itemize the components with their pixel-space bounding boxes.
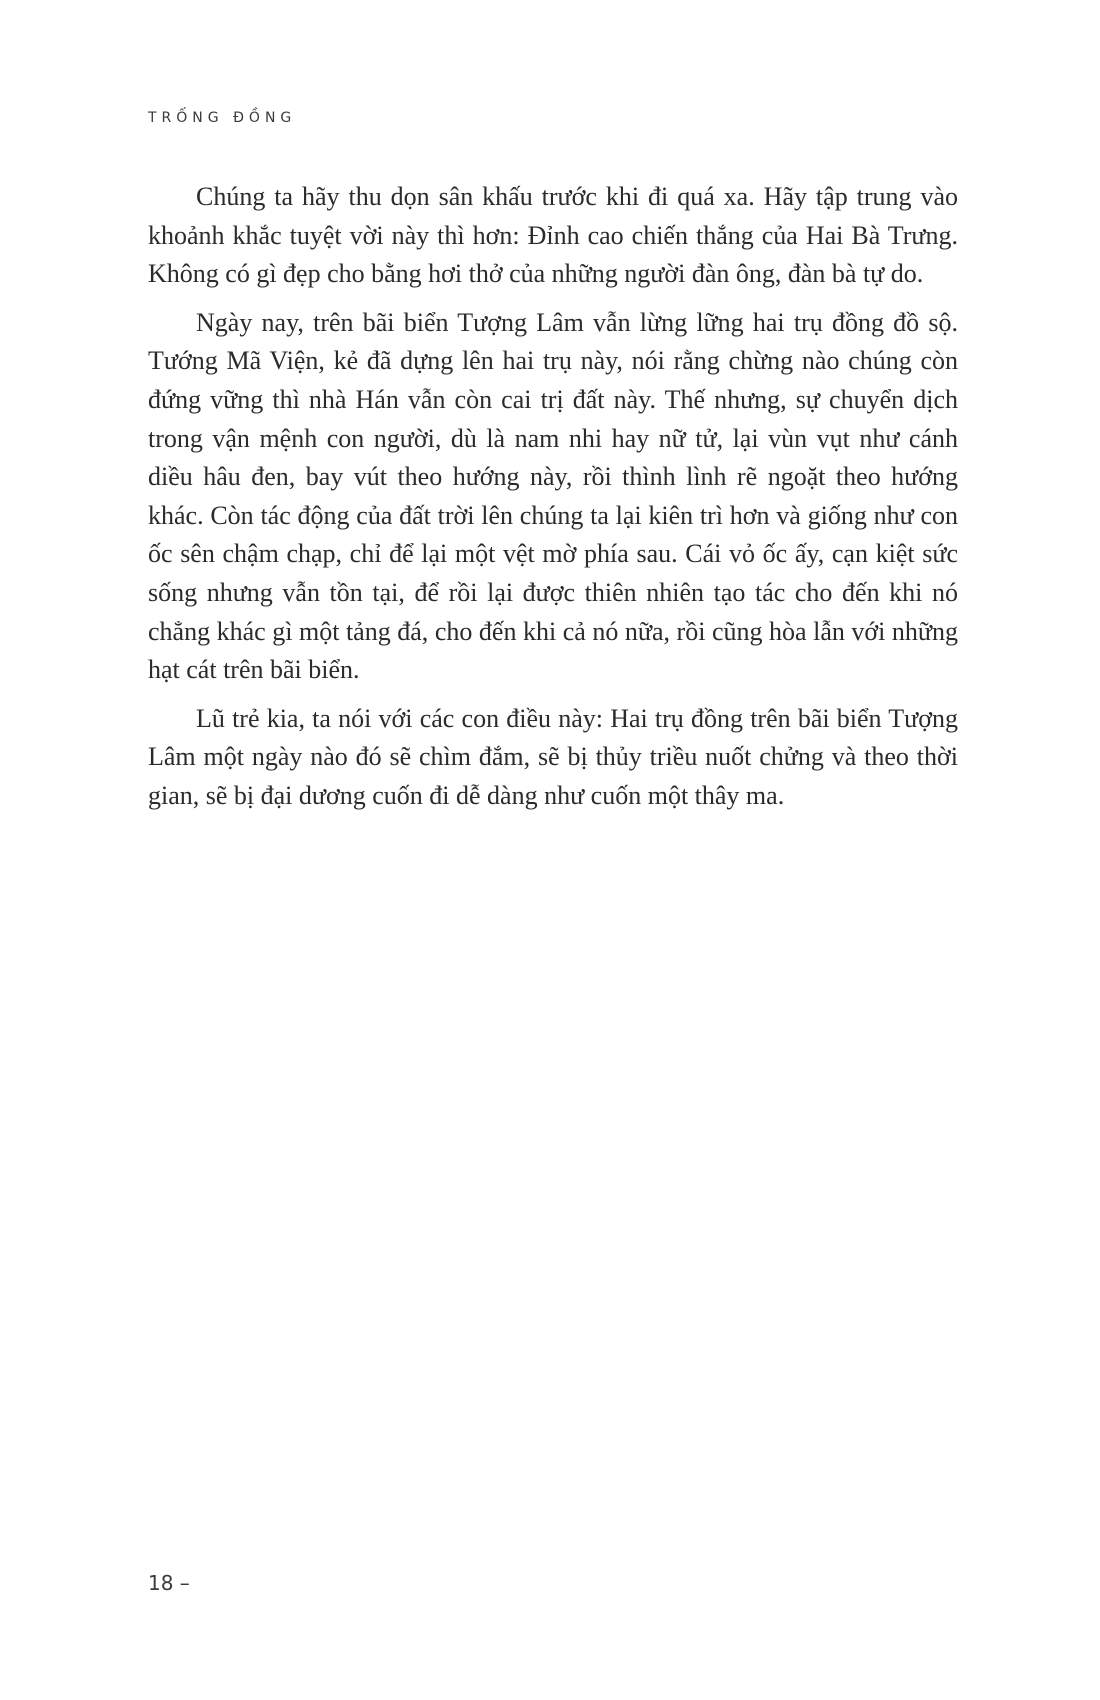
paragraph-1: Chúng ta hãy thu dọn sân khấu trước khi đi quá xa. Hãy tập trung vào khoảnh khắc tuyệt vời này thì hơn: Đỉnh cao chiến thắng của Hai Bà Trưng. Không có gì đẹp cho bằng hơi thở của những người đàn ông, đàn bà tự do. — [148, 182, 958, 289]
paragraph-2: Ngày nay, trên bãi biển Tượng Lâm vẫn lừng lững hai trụ đồng đồ sộ. Tướng Mã Viện, kẻ đã dựng lên hai trụ này, nói rằng chừng nào chúng còn đứng vững thì nhà Hán vẫn còn cai trị đất này. Thế nhưng, sự chuyển dịch trong vận mệnh con người, dù là nam nhi hay nữ tử, lại vùn vụt như cánh diều hâu đen, bay vút theo hướng này, rồi thình lình rẽ ngoặt theo hướng khác. Còn tác động của đất trời lên chúng ta lại kiên trì hơn và giống như con ốc sên chậm chạp, chỉ để lại một vệt mờ phía sau. Cái vỏ ốc ấy, cạn kiệt sức sống nhưng vẫn tồn tại, để rồi lại được thiên nhiên tạo tác cho đến khi nó chẳng khác gì một tảng đá, cho đến khi cả nó nữa, rồi cũng hòa lẫn với những hạt cát trên bãi biển. — [148, 307, 958, 685]
page-number: 18 – — [148, 1571, 190, 1595]
running-header: TRỐNG ĐỒNG — [148, 110, 297, 126]
body-text — [148, 178, 958, 826]
paragraph-3: Lũ trẻ kia, ta nói với các con điều này: Hai trụ đồng trên bãi biển Tượng Lâm một ngày nào đó sẽ chìm đắm, sẽ bị thủy triều nuốt chửng và theo thời gian, sẽ bị đại dương cuốn đi dễ dàng như cuốn một thây ma. — [148, 703, 958, 810]
